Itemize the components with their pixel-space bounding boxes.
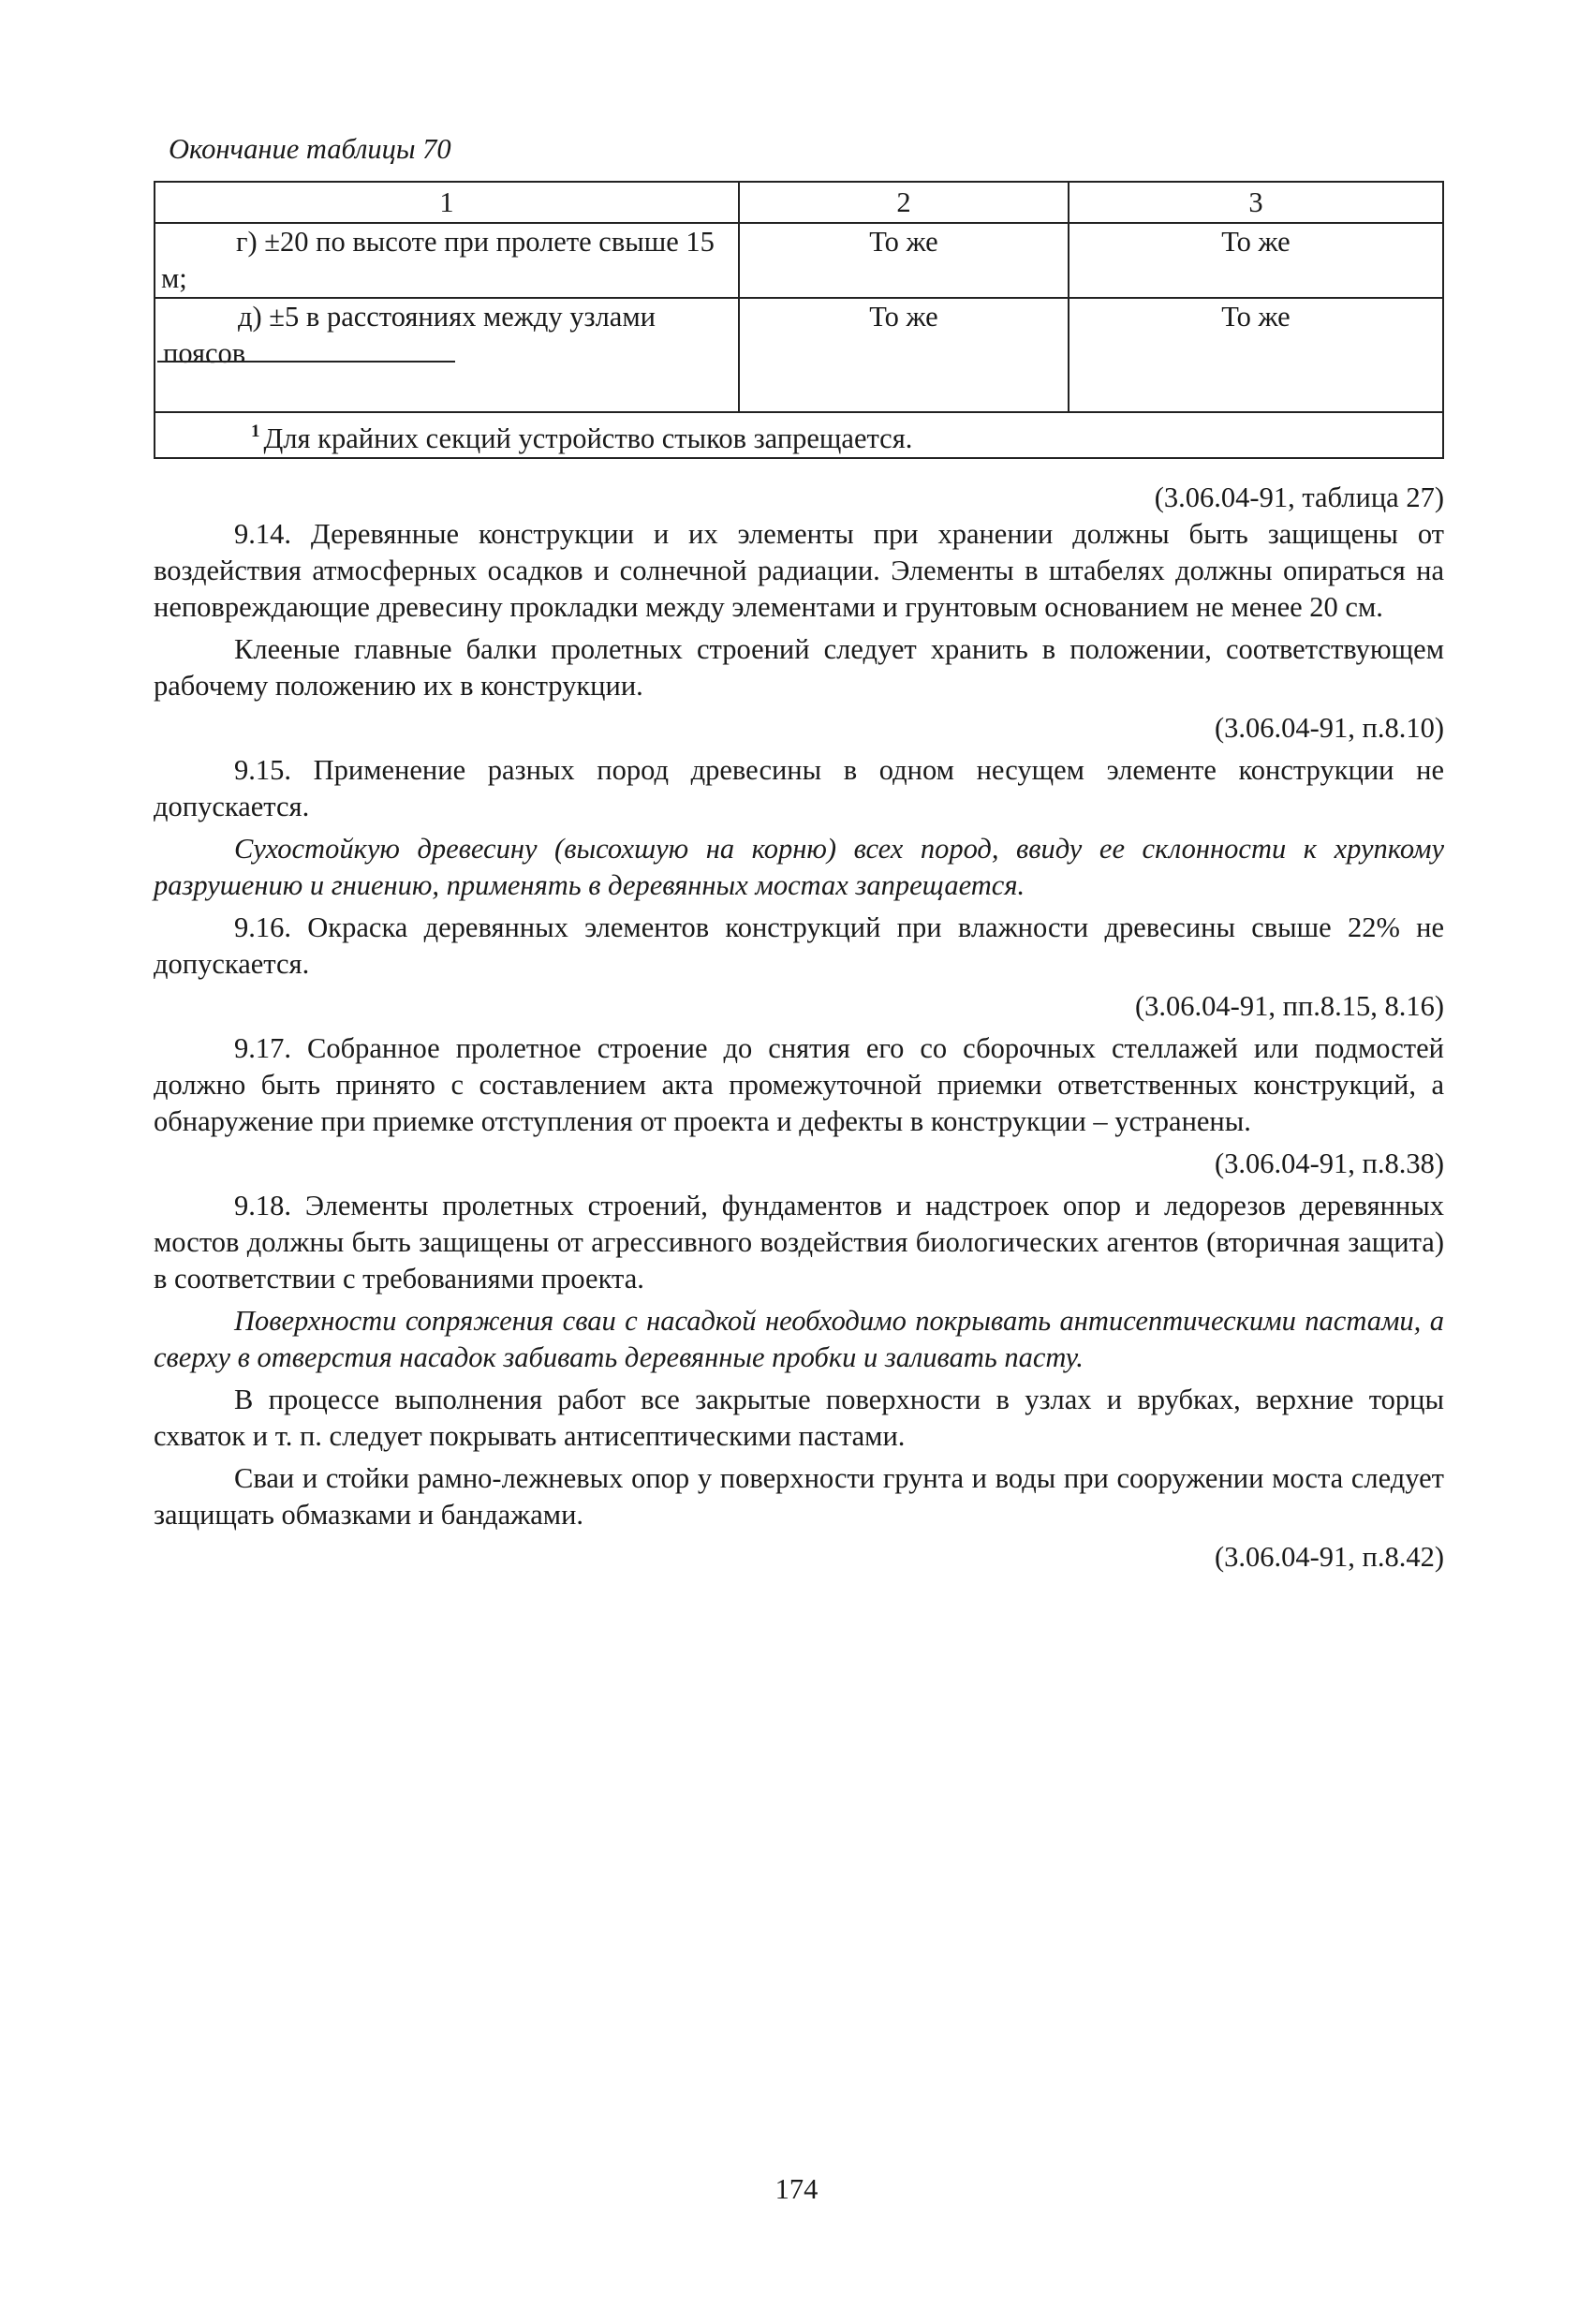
table-caption: Окончание таблицы 70 <box>169 133 451 165</box>
paragraph: Сваи и стойки рамно-лежневых опор у поверхности грунта и воды при сооружении моста следует защищать обмазками и бандажами. <box>154 1462 1444 1531</box>
table-row <box>155 298 1443 412</box>
table-70 <box>154 181 1444 459</box>
header-col-2: 2 <box>739 182 1069 223</box>
reference: (3.06.04-91, таблица 27) <box>1154 481 1444 513</box>
header-col-3: 3 <box>1069 182 1443 223</box>
paragraph-9-15: 9.15. Применение разных пород древесины в одном несущем элементе конструкции не допускается. <box>154 754 1444 822</box>
table-header-row <box>155 182 1443 223</box>
table-cell: То же <box>739 298 1069 412</box>
footnote-cell <box>155 412 1443 458</box>
page-content <box>154 131 1444 1576</box>
footnote-text: Для крайних секций устройство стыков запрещается. <box>263 422 913 454</box>
table-cell: г) ±20 по высоте при пролете свыше 15 м; <box>155 223 739 298</box>
paragraph-9-18: 9.18. Элементы пролетных строений, фундаментов и надстроек опор и ледорезов деревянных мостов должны быть защищены от агрессивного воздействия биологических агентов (вторичная защита) в соответствии с требованиями проекта. <box>154 1190 1444 1295</box>
table-cell: То же <box>739 223 1069 298</box>
header-col-1: 1 <box>155 182 739 223</box>
paragraph: Клееные главные балки пролетных строений следует хранить в положении, соответствующем рабочему положению их в конструкции. <box>154 633 1444 702</box>
reference: (3.06.04-91, пп.8.15, 8.16) <box>1135 990 1444 1022</box>
reference: (3.06.04-91, п.8.38) <box>1214 1147 1444 1179</box>
reference: (3.06.04-91, п.8.42) <box>1214 1541 1444 1573</box>
reference: (3.06.04-91, п.8.10) <box>1214 712 1444 744</box>
paragraph: Сухостойкую древесину (высохшую на корню) всех пород, ввиду ее склонности к хрупкому разрушению и гниению, применять в деревянных мостах запрещается. <box>154 833 1444 901</box>
paragraph: Поверхности сопряжения сваи с насадкой необходимо покрывать антисептическими пастами, а сверху в отверстия насадок забивать деревянные пробки и заливать пасту. <box>154 1305 1444 1373</box>
table-cell: То же <box>1069 298 1443 412</box>
table-row <box>155 223 1443 298</box>
page-number: 174 <box>774 2173 819 2205</box>
footnote-mark: 1 <box>251 422 260 441</box>
paragraph: В процессе выполнения работ все закрытые поверхности в узлах и врубках, верхние торцы схваток и т. п. следует покрывать антисептическими пастами. <box>154 1384 1444 1452</box>
footnote-separator <box>157 361 455 363</box>
table-cell: То же <box>1069 223 1443 298</box>
paragraph-9-16: 9.16. Окраска деревянных элементов конструкций при влажности древесины свыше 22% не допускается. <box>154 911 1444 980</box>
table-cell: д) ±5 в расстояниях между узлами поясов <box>163 301 656 369</box>
footnote-row <box>155 412 1443 458</box>
paragraph-9-17: 9.17. Собранное пролетное строение до снятия его со сборочных стеллажей или подмостей должно быть принято с составлением акта промежуточной приемки ответственных конструкций, а обнаружение при приемке отступления от проекта и дефекты в конструкции – устранены. <box>154 1032 1444 1137</box>
paragraph-9-14: 9.14. Деревянные конструкции и их элементы при хранении должны быть защищены от воздействия атмосферных осадков и солнечной радиации. Элементы в штабелях должны опираться на неповреждающие древесину прокладки между элементами и грунтовым основанием не менее 20 см. <box>154 518 1444 623</box>
table-cell-wrap <box>155 298 739 412</box>
